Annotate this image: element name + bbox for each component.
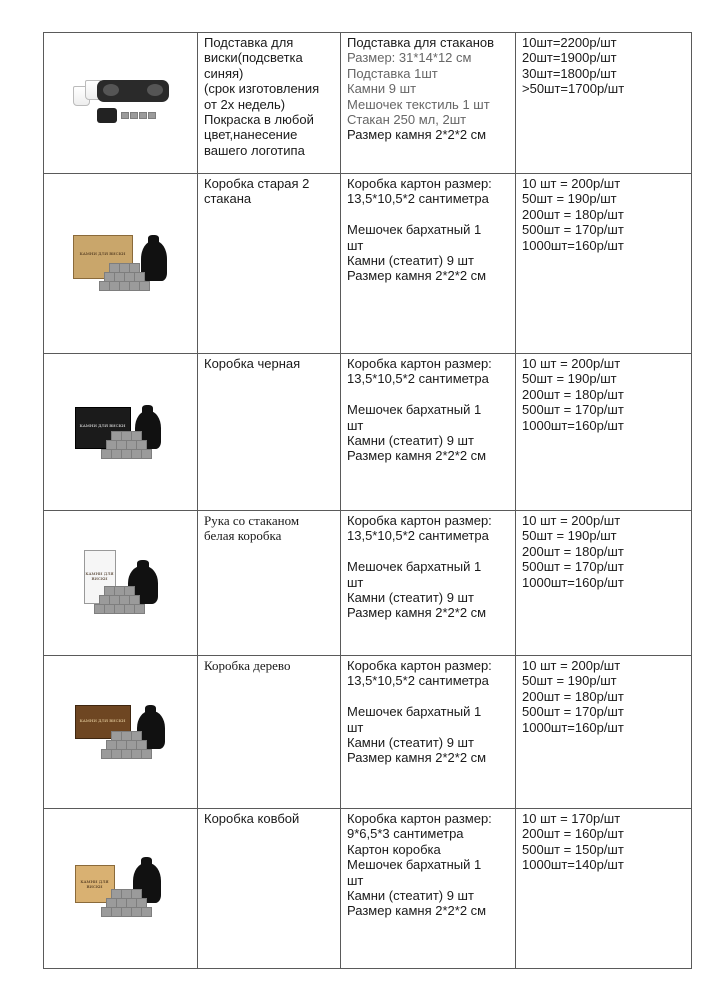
description-line: Мешочек текстиль 1 шт (347, 96, 490, 112)
product-image-cell (44, 809, 198, 969)
description-line: Размер камня 2*2*2 см (347, 750, 487, 766)
product-name-line: стакана (204, 191, 252, 207)
black-box-icon (75, 403, 167, 461)
product-name-line: белая коробка (204, 528, 282, 544)
product-image-cell (44, 354, 198, 511)
description-line: 13,5*10,5*2 сантиметра (347, 371, 489, 387)
product-image-cell (44, 656, 198, 809)
product-name-line: (срок изготовления (204, 81, 320, 97)
price-tier-line: 200шт = 180р/шт (522, 543, 624, 559)
description-line: Камни 9 шт (347, 81, 417, 97)
description-line: Размер камня 2*2*2 см (347, 127, 487, 143)
table-row (44, 33, 692, 174)
product-name-line: Подставка для (204, 35, 294, 50)
product-name-line: вашего логотипа (204, 142, 305, 158)
stone-cube (129, 263, 140, 273)
stone-cube (136, 898, 147, 908)
stone-cube (134, 604, 145, 614)
stone-cube (121, 112, 129, 119)
price-tiers-cell (516, 33, 692, 174)
description-line: Коробка картон размер: (347, 658, 492, 673)
blank-line (347, 207, 511, 222)
price-tier-line: 200шт = 160р/шт (522, 826, 624, 842)
price-tier-line: 50шт = 190р/шт (522, 191, 617, 207)
price-tiers-cell (516, 656, 692, 809)
description-line: шт (347, 872, 364, 888)
stone-cube (134, 272, 145, 282)
product-description-cell (341, 354, 516, 511)
price-tiers-cell (516, 809, 692, 969)
description-line: 13,5*10,5*2 сантиметра (347, 673, 489, 689)
product-description-cell (341, 656, 516, 809)
description-line: Картон коробка (347, 841, 441, 857)
stone-cube (141, 749, 152, 759)
description-line: Камни (стеатит) 9 шт (347, 433, 474, 449)
stone-cube (131, 889, 142, 899)
price-tier-line: 1000шт=160р/шт (522, 417, 624, 433)
price-tier-line: 500шт = 170р/шт (522, 559, 624, 575)
blank-line (347, 387, 511, 402)
product-name-cell (198, 354, 341, 511)
box-logo-text: КАМНИ ДЛЯ ВИСКИ (80, 879, 109, 890)
product-name-line: Рука со стаканом (204, 513, 300, 528)
description-line: Мешочек бархатный 1 (347, 704, 482, 720)
description-line: Коробка картон размер: (347, 356, 492, 371)
price-tier-line: 10 шт = 170р/шт (522, 811, 621, 826)
price-tier-line: 50шт = 190р/шт (522, 673, 617, 689)
description-line: 9*6,5*3 сантиметра (347, 826, 464, 842)
product-description-cell (341, 174, 516, 354)
price-tier-line: 10 шт = 200р/шт (522, 356, 621, 371)
description-line: Камни (стеатит) 9 шт (347, 590, 474, 606)
product-name-cell (198, 511, 341, 656)
description-line: Размер камня 2*2*2 см (347, 268, 487, 284)
product-name-line: Коробка черная (204, 356, 301, 371)
description-line: шт (347, 417, 364, 433)
stone-cube (141, 907, 152, 917)
stone-cube (124, 586, 135, 596)
stone-cube (136, 440, 147, 450)
description-line: Мешочек бархатный 1 (347, 559, 482, 575)
description-line: Подставка для стаканов (347, 35, 495, 50)
white-box-icon (80, 550, 162, 616)
description-line: Подставка 1шт (347, 65, 438, 81)
price-tier-line: 200шт = 180р/шт (522, 206, 624, 222)
price-table-body (44, 33, 692, 969)
price-tier-line: 1000шт=160р/шт (522, 719, 624, 735)
price-tier-line: 200шт = 180р/шт (522, 386, 624, 402)
price-tier-line: 1000шт=140р/шт (522, 857, 624, 873)
box-logo-text: КАМНИ ДЛЯ ВИСКИ (79, 423, 126, 429)
price-tier-line: 30шт=1800р/шт (522, 65, 617, 81)
product-name-cell (198, 809, 341, 969)
table-row (44, 511, 692, 656)
price-tiers-cell (516, 511, 692, 656)
blank-line (347, 689, 511, 704)
price-tier-line: 200шт = 180р/шт (522, 688, 624, 704)
product-name-line: цвет,нанесение (204, 127, 298, 143)
table-row (44, 656, 692, 809)
table-row (44, 354, 692, 511)
description-line: Мешочек бархатный 1 (347, 402, 482, 418)
product-name-line: синяя) (204, 65, 244, 81)
price-tiers-cell (516, 174, 692, 354)
table-row (44, 174, 692, 354)
product-name-line: Коробка старая 2 (204, 176, 310, 191)
description-line: Коробка картон размер: (347, 513, 492, 528)
price-tier-line: 500шт = 170р/шт (522, 402, 624, 418)
product-name-line: Коробка дерево (204, 658, 291, 673)
product-image-cell (44, 33, 198, 174)
stone-cube (130, 112, 138, 119)
price-tier-line: 500шт = 170р/шт (522, 704, 624, 720)
old-box-icon (73, 235, 169, 293)
stone-pouch (97, 108, 117, 123)
price-tier-line: 500шт = 150р/шт (522, 841, 624, 857)
blank-line (347, 544, 511, 559)
stone-cube (148, 112, 156, 119)
description-line: Размер: 31*14*12 см (347, 50, 472, 66)
price-tier-line: 10 шт = 200р/шт (522, 658, 621, 673)
box-logo-text: КАМНИ ДЛЯ ВИСКИ (79, 718, 126, 724)
price-table (43, 32, 692, 969)
stone-cube (131, 731, 142, 741)
box-logo-text: КАМНИ ДЛЯ ВИСКИ (85, 570, 114, 581)
description-line: 13,5*10,5*2 сантиметра (347, 191, 489, 207)
product-name-cell (198, 656, 341, 809)
tray-hole (147, 84, 163, 96)
product-image-cell (44, 511, 198, 656)
stone-cube (141, 449, 152, 459)
box-logo-text: КАМНИ ДЛЯ ВИСКИ (79, 251, 126, 257)
product-description-cell (341, 33, 516, 174)
product-name-cell (198, 174, 341, 354)
cowboy-box-icon (75, 859, 167, 919)
stand-tray (97, 80, 169, 102)
description-line: шт (347, 574, 364, 590)
product-image-cell (44, 174, 198, 354)
description-line: Размер камня 2*2*2 см (347, 903, 487, 919)
price-tier-line: >50шт=1700р/шт (522, 81, 625, 97)
description-line: Мешочек бархатный 1 (347, 857, 482, 873)
description-line: 13,5*10,5*2 сантиметра (347, 528, 489, 544)
description-line: Камни (стеатит) 9 шт (347, 253, 474, 269)
description-line: Коробка картон размер: (347, 811, 492, 826)
price-tier-line: 50шт = 190р/шт (522, 528, 617, 544)
stone-cube (139, 112, 147, 119)
whisky-stand-icon (71, 76, 171, 131)
stone-cube (136, 740, 147, 750)
price-tiers-cell (516, 354, 692, 511)
description-line: Коробка картон размер: (347, 176, 492, 191)
wooden-box-icon (75, 703, 167, 761)
description-line: Стакан 250 мл, 2шт (347, 112, 467, 128)
description-line: Камни (стеатит) 9 шт (347, 888, 474, 904)
price-tier-line: 20шт=1900р/шт (522, 50, 617, 66)
product-description-cell (341, 511, 516, 656)
product-name-cell (198, 33, 341, 174)
description-line: шт (347, 237, 364, 253)
table-row (44, 809, 692, 969)
description-line: Камни (стеатит) 9 шт (347, 735, 474, 751)
tray-hole (103, 84, 119, 96)
product-name-line: Коробка ковбой (204, 811, 300, 826)
stone-cube (131, 431, 142, 441)
stone-cube (129, 595, 140, 605)
description-line: Мешочек бархатный 1 (347, 222, 482, 238)
price-tier-line: 1000шт=160р/шт (522, 574, 624, 590)
price-tier-line: 10 шт = 200р/шт (522, 176, 621, 191)
price-tier-line: 50шт = 190р/шт (522, 371, 617, 387)
product-name-line: Покраска в любой (204, 112, 314, 128)
description-line: Размер камня 2*2*2 см (347, 605, 487, 621)
stone-cube (139, 281, 150, 291)
price-tier-line: 10шт=2200р/шт (522, 35, 617, 50)
price-tier-line: 500шт = 170р/шт (522, 222, 624, 238)
product-description-cell (341, 809, 516, 969)
product-name-line: виски(подсветка (204, 50, 303, 66)
description-line: шт (347, 719, 364, 735)
price-tier-line: 10 шт = 200р/шт (522, 513, 621, 528)
product-name-line: от 2х недель) (204, 96, 286, 112)
description-line: Размер камня 2*2*2 см (347, 448, 487, 464)
price-tier-line: 1000шт=160р/шт (522, 237, 624, 253)
